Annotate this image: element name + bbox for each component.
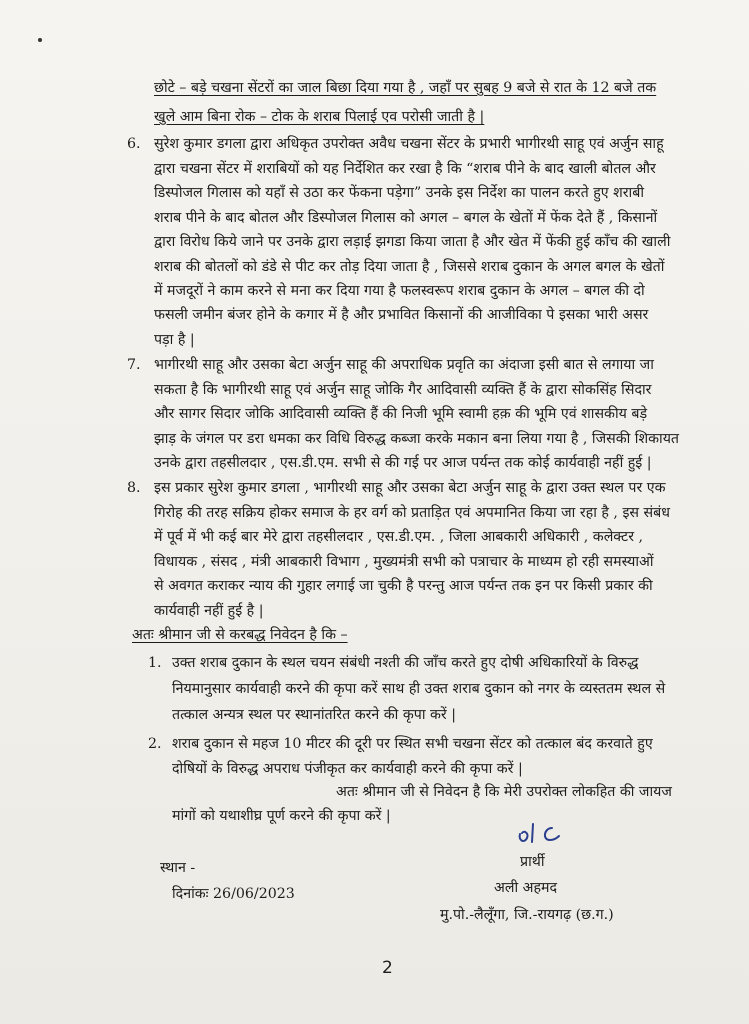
request-line: दोषियों के विरुद्ध अपराध पंजीकृत कर कार्यवाही करने की कृपा करें | xyxy=(172,761,523,777)
closing-line: अतः श्रीमान जी से निवेदन है कि मेरी उपरोक्त लोकहित की जायज xyxy=(336,784,672,800)
request-heading: अतः श्रीमान जी से करबद्ध निवेदन है कि – xyxy=(132,627,348,643)
applicant-label: प्रार्थी xyxy=(520,854,545,870)
item-line: विधायक , संसद , मंत्री आबकारी विभाग , मुख्यमंत्री सभी को पत्राचार के माध्यम हो रही समस्याओं xyxy=(154,554,654,570)
item-line: में मजदूरों ने काम करने से मना कर दिया गया है फलस्वरूप शराब दुकान के अगल – बगल की दो xyxy=(154,283,645,299)
item-line: द्वारा विरोध किये जाने पर उनके द्वारा लड़ाई झगडा किया जाता है और खेत में फेंकी हुई काँच की खाली xyxy=(154,234,671,250)
ink-dot xyxy=(38,38,42,42)
intro-line: खुले आम बिना रोक – टोक के शराब पिलाई एव परोसी जाती है | xyxy=(154,109,485,125)
intro-line: छोटे – बड़े चखना सेंटरों का जाल बिछा दिया गया है , जहाँ पर सुबह 9 बजे से रात के 12 बजे तक xyxy=(154,80,657,96)
item-number: 7. xyxy=(127,357,141,373)
request-line: तत्काल अन्यत्र स्थल पर स्थानांतरित करने की कृपा करें | xyxy=(172,707,456,723)
request-line: नियमानुसार कार्यवाही करने की कृपा करें साथ ही उक्त शराब दुकान को नगर के व्यस्ततम स्थल से xyxy=(172,681,666,697)
item-line: और सागर सिदार जोकि आदिवासी व्यक्ति हैं की निजी भूमि स्वामी हक़ की भूमि एवं शासकीय बड़े xyxy=(154,406,648,422)
item-line: कार्यवाही नहीं हुई है | xyxy=(154,603,264,619)
request-line: शराब दुकान से महज 10 मीटर की दूरी पर स्थित सभी चखना सेंटर को तत्काल बंद करवाते हुए xyxy=(172,736,653,752)
signature-mark xyxy=(516,820,564,850)
item-line: में पूर्व में भी कई बार मेरे द्वारा तहसीलदार , एस.डी.एम. , जिला आबकारी अधिकारी , कलेक्टर , xyxy=(154,529,644,545)
page-number: 2 xyxy=(382,958,393,978)
item-line: शराब की बोतलों को डंडे से पीट कर तोड़ दिया जाता है , जिससे शराब दुकान के अगल बगल के खेतों xyxy=(154,259,665,275)
date-text: दिनांकः 26/06/2023 xyxy=(172,886,295,902)
item-line: गिरोह की तरह सक्रिय होकर समाज के हर वर्ग को प्रताड़ित एवं अपमानित किया जा रहा है , इस संबंध xyxy=(154,505,670,521)
item-line: डिस्पोजल गिलास को यहाँ से उठा कर फेंकना पड़ेगा” उनके इस निर्देश का पालन करते हुए शराबी xyxy=(154,185,644,201)
item-line: झाड़ के जंगल पर डरा धमका कर विधि विरुद्ध कब्जा करके मकान बना लिया गया है , जिसकी शिकायत xyxy=(154,431,680,447)
item-line: शराब पीने के बाद बोतल और डिस्पोजल गिलास को अगल – बगल के खेतों में फेंक देते हैं , किसानों xyxy=(154,210,658,226)
item-line: उनके द्वारा तहसीलदार , एस.डी.एम. सभी से की गई पर आज पर्यन्त तक कोई कार्यवाही नहीं हुई | xyxy=(154,455,652,471)
request-number: 2. xyxy=(148,736,162,752)
item-line: सुरेश कुमार डगला द्वारा अधिकृत उपरोक्त अवैध चखना सेंटर के प्रभारी भागीरथी साहू एवं अर्जुन साहू xyxy=(154,136,664,152)
item-line: पड़ा है | xyxy=(154,332,195,348)
request-line: उक्त शराब दुकान के स्थल चयन संबंधी नश्ती की जाँच करते हुए दोषी अधिकारियों के विरुद्ध xyxy=(172,655,639,671)
item-line: भागीरथी साहू और उसका बेटा अर्जुन साहू की अपराधिक प्रवृति का अंदाजा इसी बात से लगाया जा xyxy=(154,357,654,373)
item-line: इस प्रकार सुरेश कुमार डगला , भागीरथी साहू और उसका बेटा अर्जुन साहू के द्वारा उक्त स्थल पर एक xyxy=(154,480,666,496)
applicant-address: मु.पो.-लैलूँगा, जि.-रायगढ़ (छ.ग.) xyxy=(440,907,614,923)
item-line: से अवगत कराकर न्याय की गुहार लगाई जा चुकी है परन्तु आज पर्यन्त तक इन पर किसी प्रकार की xyxy=(154,578,653,594)
place-label: स्थान - xyxy=(160,860,196,876)
item-number: 8. xyxy=(127,480,141,496)
closing-line: मांगों को यथाशीघ्र पूर्ण करने की कृपा करें | xyxy=(172,808,391,824)
applicant-name: अली अहमद xyxy=(494,880,558,896)
item-line: सकता है कि भागीरथी साहू एवं अर्जुन साहू जोकि गैर आदिवासी व्यक्ति हैं के द्वारा सोकसिंह सिदार xyxy=(154,382,652,398)
item-line: द्वारा चखना सेंटर में शराबियों को यह निर्देशित कर रखा है कि “शराब पीने के बाद खाली बोतल और xyxy=(154,161,656,177)
item-number: 6. xyxy=(127,136,141,152)
item-line: फसली जमीन बंजर होने के कगार में है और प्रभावित किसानों की आजीविका पे इसका भारी असर xyxy=(154,307,649,323)
request-number: 1. xyxy=(148,655,162,671)
